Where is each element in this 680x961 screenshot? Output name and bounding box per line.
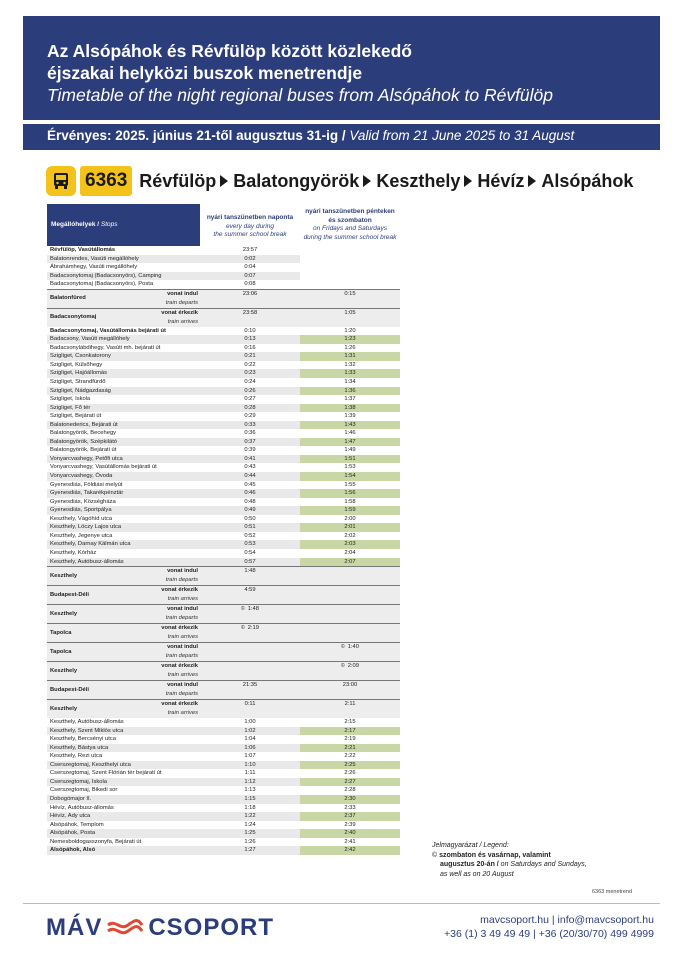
stop-name: Keszthely, Bástya utca bbox=[47, 744, 200, 753]
train-time-daily: 4:59 bbox=[244, 587, 256, 594]
train-depart-row bbox=[47, 642, 400, 661]
route-stop: Hévíz bbox=[477, 170, 525, 191]
time-weekend: 2:21 bbox=[300, 744, 400, 753]
time-daily: 0:51 bbox=[200, 523, 300, 532]
stop-name: Balatongyörök, Szépkilátó bbox=[47, 438, 200, 447]
table-row bbox=[47, 821, 400, 830]
stop-name: Cserszegtomaj, Keszthelyi utca bbox=[47, 761, 200, 770]
stop-name: Badacsonylábdihegy, Vasúti mh. bejárati út bbox=[50, 344, 161, 351]
station-name: Keszthely bbox=[50, 610, 78, 617]
stop-name: Balatonrendes, Vasúti megállóhely bbox=[47, 255, 200, 264]
table-row bbox=[47, 446, 400, 455]
weekend-column-header: nyári tanszünetben pénteken és szombaton on Fridays and Saturdays during the summer school break bbox=[303, 208, 397, 241]
time-weekend: 1:47 bbox=[300, 438, 400, 447]
time-daily: 0:48 bbox=[244, 498, 256, 505]
time-daily: 1:07 bbox=[244, 753, 256, 760]
time-weekend: 1:33 bbox=[300, 369, 400, 378]
time-weekend: 1:46 bbox=[344, 430, 356, 437]
time-daily: 0:24 bbox=[244, 379, 256, 386]
table-row bbox=[47, 515, 400, 524]
title-line-2: éjszakai helyközi buszok menetrendje bbox=[47, 63, 363, 83]
time-daily: 0:52 bbox=[244, 532, 256, 539]
stop-name: Szigliget, Iskola bbox=[50, 396, 91, 403]
stop-name: Balatongyörök, Becehegy bbox=[50, 430, 117, 437]
train-station bbox=[47, 586, 149, 604]
time-daily: 1:12 bbox=[200, 778, 300, 787]
train-label: vonat indul train departs bbox=[165, 568, 198, 584]
station-name: Tapolca bbox=[50, 629, 72, 636]
weekend-mark: © bbox=[341, 644, 345, 651]
stop-name: Badacsonytomaj (Badacsonyörs), Posta bbox=[50, 281, 154, 288]
train-label: vonat érkezik train arrives bbox=[161, 587, 198, 603]
section-keszthely-alsopahok bbox=[47, 718, 400, 855]
time-weekend: 2:26 bbox=[344, 770, 356, 777]
arrow-right-icon bbox=[363, 175, 371, 187]
time-weekend: 1:51 bbox=[300, 455, 400, 464]
stop-name: Keszthely, Kórház bbox=[50, 549, 97, 556]
table-row bbox=[47, 421, 400, 430]
time-weekend: 2:01 bbox=[300, 523, 400, 532]
time-weekend: 2:00 bbox=[344, 515, 356, 522]
station-name: Keszthely bbox=[50, 705, 78, 712]
time-daily: 0:43 bbox=[244, 464, 256, 471]
train-arrive-row bbox=[47, 308, 400, 327]
train-station bbox=[47, 309, 149, 327]
time-weekend: 1:26 bbox=[344, 344, 356, 351]
time-daily: 0:16 bbox=[244, 344, 256, 351]
time-daily: 0:23 bbox=[200, 369, 300, 378]
table-row bbox=[47, 369, 400, 378]
time-daily: 0:33 bbox=[200, 421, 300, 430]
train-time-weekend: 23:00 bbox=[342, 682, 358, 689]
stop-name: Keszthely, Darnay Kálmán utca bbox=[47, 540, 200, 549]
time-weekend: 2:03 bbox=[300, 540, 400, 549]
train-time-weekend: 1:05 bbox=[344, 309, 356, 316]
stop-name: Cserszegtomaj, Iskola bbox=[47, 778, 200, 787]
train-time-daily: 1:48 bbox=[247, 606, 259, 613]
train-station bbox=[47, 605, 149, 623]
time-daily: 1:15 bbox=[200, 795, 300, 804]
time-daily: 0:57 bbox=[200, 558, 300, 567]
train-time-daily: 1:48 bbox=[244, 568, 256, 575]
table-row bbox=[47, 804, 400, 813]
time-weekend: 2:02 bbox=[344, 532, 356, 539]
legend: Jelmagyarázat / Legend: © szombaton és vasárnap, valamint augusztus 20-án / on Saturdays and Sundays, as well as on 20 August bbox=[432, 842, 587, 878]
stop-name: Hévíz, Autóbusz-állomás bbox=[50, 804, 114, 811]
time-daily: 0:39 bbox=[244, 447, 256, 454]
train-depart-row bbox=[47, 289, 400, 308]
station-name: Tapolca bbox=[50, 648, 72, 655]
legend-mark: © bbox=[432, 851, 438, 859]
stop-name: Szigliget, Csonkatorony bbox=[47, 352, 200, 361]
table-row bbox=[47, 795, 400, 804]
stop-name: Balatonederics, Bejárati út bbox=[47, 421, 200, 430]
route-stop: Balatongyörök bbox=[233, 170, 360, 191]
time-weekend: 2:41 bbox=[344, 838, 356, 845]
table-row bbox=[47, 506, 400, 515]
table-row bbox=[47, 263, 400, 272]
time-weekend: 1:20 bbox=[344, 327, 356, 334]
title-line-1: Az Alsópáhok és Révfülöp között közlekedő bbox=[47, 41, 412, 61]
table-row bbox=[47, 523, 400, 532]
station-name: Budapest-Déli bbox=[50, 686, 89, 693]
time-weekend: 1:49 bbox=[344, 447, 356, 454]
table-row bbox=[47, 744, 400, 753]
time-weekend bbox=[300, 280, 400, 289]
stop-name: Badacsony, Vasúti megállóhely bbox=[47, 335, 200, 344]
time-daily: 1:10 bbox=[200, 761, 300, 770]
validity-en: Valid from 21 June 2025 to 31 August bbox=[345, 128, 575, 143]
time-daily: 0:53 bbox=[200, 540, 300, 549]
train-label: vonat indul train departs bbox=[165, 682, 198, 698]
train-station bbox=[47, 681, 149, 699]
time-daily: 0:08 bbox=[244, 281, 256, 288]
stop-name: Szigliget, Bejárati út bbox=[50, 413, 102, 420]
table-row bbox=[47, 472, 400, 481]
train-time-weekend: 1:40 bbox=[347, 644, 359, 651]
table-row bbox=[47, 412, 400, 421]
title-english: Timetable of the night regional buses from Alsópáhok to Révfülöp bbox=[47, 85, 554, 105]
stop-name: Gyenesdiás, Községháza bbox=[50, 498, 116, 505]
train-label: vonat indul train departs bbox=[165, 606, 198, 622]
stop-name: Badacsonytomaj, Vasútállomás bejárati út bbox=[50, 327, 166, 334]
stop-name: Szigliget, Hajóállomás bbox=[47, 369, 200, 378]
stop-name: Gyenesdiás, Sportpálya bbox=[47, 506, 200, 515]
table-row bbox=[47, 327, 400, 336]
time-daily: 0:45 bbox=[244, 481, 256, 488]
time-weekend: 1:54 bbox=[300, 472, 400, 481]
time-weekend: 1:34 bbox=[344, 379, 356, 386]
stop-name: Keszthely, Bercsényi utca bbox=[50, 736, 116, 743]
route-stops bbox=[139, 171, 633, 192]
time-daily: 23:57 bbox=[242, 247, 258, 253]
time-daily: 0:10 bbox=[244, 327, 256, 334]
time-weekend: 1:32 bbox=[344, 361, 356, 368]
time-daily: 1:02 bbox=[200, 727, 300, 736]
time-daily: 1:00 bbox=[244, 719, 256, 726]
time-daily: 1:27 bbox=[200, 846, 300, 855]
stop-name: Ábrahámhegy, Vasúti megállóhely bbox=[50, 264, 138, 271]
section-revfulop bbox=[47, 246, 400, 289]
stop-name: Keszthely, Autóbusz-állomás bbox=[50, 719, 124, 726]
train-arrive-row bbox=[47, 661, 400, 680]
stop-name: Szigliget, Fő tér bbox=[47, 404, 200, 413]
route-stop: Alsópáhok bbox=[541, 170, 634, 191]
time-weekend: 1:53 bbox=[344, 464, 356, 471]
table-row bbox=[47, 549, 400, 558]
validity-hu: Érvényes: 2025. június 21-től augusztus 31-ig / bbox=[47, 128, 346, 143]
time-daily: 0:27 bbox=[244, 396, 256, 403]
time-weekend: 2:30 bbox=[300, 795, 400, 804]
footer-divider bbox=[23, 903, 660, 904]
time-weekend: 2:22 bbox=[344, 753, 356, 760]
train-station bbox=[47, 700, 149, 718]
time-daily: 0:21 bbox=[200, 352, 300, 361]
train-arrive-row bbox=[47, 623, 400, 642]
time-weekend: 2:27 bbox=[300, 778, 400, 787]
time-weekend: 1:39 bbox=[344, 413, 356, 420]
time-daily: 0:49 bbox=[200, 506, 300, 515]
table-row bbox=[47, 481, 400, 490]
table-row bbox=[47, 812, 400, 821]
table-row bbox=[47, 761, 400, 770]
train-arrive-row bbox=[47, 699, 400, 718]
validity-banner bbox=[23, 124, 660, 150]
time-weekend: 2:40 bbox=[300, 829, 400, 838]
time-weekend: 1:38 bbox=[300, 404, 400, 413]
train-time-weekend: 0:15 bbox=[344, 290, 356, 297]
daily-column-header: nyári tanszünetben naponta every day during the summer school break bbox=[200, 204, 300, 246]
time-daily: 1:13 bbox=[244, 787, 256, 794]
table-row bbox=[47, 255, 400, 264]
time-weekend bbox=[300, 263, 400, 272]
arrow-right-icon bbox=[464, 175, 472, 187]
time-weekend: 2:15 bbox=[344, 719, 356, 726]
train-station bbox=[47, 290, 149, 308]
section-badacsony-keszthely bbox=[47, 327, 400, 566]
time-daily: 0:54 bbox=[244, 549, 256, 556]
title-banner bbox=[23, 16, 660, 120]
table-row bbox=[47, 429, 400, 438]
timetable-id: 6363 menetrend bbox=[592, 889, 633, 895]
stop-name: Alsópáhok, Templom bbox=[50, 821, 104, 828]
train-label: vonat érkezik train arrives bbox=[161, 663, 198, 679]
table-row bbox=[47, 838, 400, 847]
time-daily: 0:29 bbox=[244, 413, 256, 420]
table-row bbox=[47, 438, 400, 447]
table-row bbox=[47, 455, 400, 464]
stop-name: Balatongyörök, Bejárati út bbox=[50, 447, 117, 454]
time-daily: 1:18 bbox=[244, 804, 256, 811]
stop-name: Vonyarcvashegy, Petőfi utca bbox=[47, 455, 200, 464]
train-label: vonat érkezik train arrives bbox=[161, 701, 198, 717]
table-row bbox=[47, 778, 400, 787]
train-connection-tapolca-return bbox=[47, 642, 400, 680]
time-weekend: 2:04 bbox=[344, 549, 356, 556]
station-name: Budapest-Déli bbox=[50, 591, 89, 598]
time-daily: 1:24 bbox=[244, 821, 256, 828]
time-weekend: 2:37 bbox=[300, 812, 400, 821]
table-row bbox=[47, 395, 400, 404]
route-stop: Révfülöp bbox=[139, 170, 217, 191]
time-daily: 0:37 bbox=[200, 438, 300, 447]
route-stop: Keszthely bbox=[376, 170, 461, 191]
table-row bbox=[47, 404, 400, 413]
stop-name: Keszthely, Autóbusz-állomás bbox=[47, 558, 200, 567]
table-row bbox=[47, 361, 400, 370]
time-weekend: 2:07 bbox=[300, 558, 400, 567]
arrow-right-icon bbox=[528, 175, 536, 187]
table-row bbox=[47, 489, 400, 498]
time-daily: 0:13 bbox=[200, 335, 300, 344]
table-row bbox=[47, 272, 400, 281]
weekend-mark: © bbox=[241, 625, 245, 632]
table-row bbox=[47, 378, 400, 387]
time-weekend: 2:42 bbox=[300, 846, 400, 855]
train-time-daily: 2:19 bbox=[247, 625, 259, 632]
table-row bbox=[47, 246, 400, 255]
time-weekend: 1:23 bbox=[300, 335, 400, 344]
time-daily: 0:28 bbox=[200, 404, 300, 413]
train-station bbox=[47, 567, 149, 585]
time-weekend: 1:56 bbox=[300, 489, 400, 498]
stop-name: Gyenesdiás, Földiási melyút bbox=[50, 481, 123, 488]
stop-name: Cserszegtomaj, Bikedi sor bbox=[50, 787, 118, 794]
time-weekend bbox=[300, 246, 400, 255]
station-name: Badacsonytomaj bbox=[50, 314, 97, 321]
train-arrive-row bbox=[47, 585, 400, 604]
train-connection-balatonfured bbox=[47, 289, 400, 327]
train-time-daily: 0:11 bbox=[244, 701, 256, 708]
table-row bbox=[47, 829, 400, 838]
train-station bbox=[47, 662, 149, 680]
contact-phones: +36 (1) 3 49 49 49 | +36 (20/30/70) 499 4999 bbox=[444, 928, 654, 940]
stop-name: Vonyarcvashegy, Vasútállomás bejárati út bbox=[50, 464, 157, 471]
train-time-daily: 23:06 bbox=[242, 290, 258, 297]
time-daily: 0:50 bbox=[244, 515, 256, 522]
time-daily: 1:25 bbox=[200, 829, 300, 838]
table-row bbox=[47, 735, 400, 744]
train-station bbox=[47, 643, 149, 661]
time-weekend: 1:31 bbox=[300, 352, 400, 361]
timetable bbox=[47, 204, 400, 855]
time-weekend: 2:25 bbox=[300, 761, 400, 770]
table-row bbox=[47, 352, 400, 361]
train-connection-tapolca bbox=[47, 604, 400, 642]
time-weekend bbox=[300, 272, 400, 281]
train-depart-row bbox=[47, 566, 400, 585]
time-daily: 0:22 bbox=[244, 361, 256, 368]
route-number: 6363 bbox=[80, 166, 132, 196]
table-row bbox=[47, 387, 400, 396]
stop-name: Szigliget, Külsőhegy bbox=[50, 361, 103, 368]
time-daily: 0:36 bbox=[244, 430, 256, 437]
time-weekend: 2:19 bbox=[344, 736, 356, 743]
train-label: vonat indul train departs bbox=[165, 290, 198, 306]
train-time-daily: 23:58 bbox=[242, 309, 258, 316]
time-daily: 0:04 bbox=[244, 264, 256, 271]
table-row bbox=[47, 846, 400, 855]
stop-name: Keszthely, Vágóhíd utca bbox=[50, 515, 113, 522]
train-label: vonat indul train departs bbox=[165, 644, 198, 660]
train-depart-row bbox=[47, 604, 400, 623]
train-time-weekend: 2:09 bbox=[347, 663, 359, 670]
time-daily: 1:06 bbox=[200, 744, 300, 753]
table-row bbox=[47, 532, 400, 541]
time-daily: 0:26 bbox=[200, 387, 300, 396]
stop-name: Szigliget, Strandfürdő bbox=[50, 379, 106, 386]
train-time-weekend: 2:11 bbox=[344, 701, 356, 708]
time-daily: 0:44 bbox=[200, 472, 300, 481]
stop-name: Badacsonytomaj (Badacsonyörs), Camping bbox=[47, 272, 200, 281]
stop-name: Cserszegtomaj, Szent Flórián tér bejárati út bbox=[50, 770, 162, 777]
table-row bbox=[47, 498, 400, 507]
time-daily: 0:02 bbox=[200, 255, 300, 264]
weekend-mark: © bbox=[341, 663, 345, 670]
table-row bbox=[47, 280, 400, 289]
time-weekend bbox=[300, 255, 400, 264]
route-heading bbox=[46, 166, 633, 196]
train-label: vonat érkezik train arrives bbox=[161, 309, 198, 325]
weekend-mark: © bbox=[241, 606, 245, 613]
contact-web-email: mavcsoport.hu | info@mavcsoport.hu bbox=[480, 914, 654, 926]
train-connection-budapest-return bbox=[47, 680, 400, 718]
table-row bbox=[47, 727, 400, 736]
contact-info bbox=[444, 913, 654, 941]
stops-column-header: Megállóhelyek / Stops bbox=[47, 204, 200, 246]
time-weekend: 2:17 bbox=[300, 727, 400, 736]
table-row bbox=[47, 540, 400, 549]
time-weekend: 1:43 bbox=[300, 421, 400, 430]
time-daily: 1:04 bbox=[244, 736, 256, 743]
stop-name: Hévíz, Ady utca bbox=[47, 812, 200, 821]
time-weekend: 2:33 bbox=[344, 804, 356, 811]
table-row bbox=[47, 463, 400, 472]
train-station bbox=[47, 624, 149, 642]
timetable-header bbox=[47, 204, 400, 246]
time-weekend: 1:37 bbox=[344, 396, 356, 403]
station-name: Keszthely bbox=[50, 667, 78, 674]
time-weekend: 2:39 bbox=[344, 821, 356, 828]
stop-name: Nemesboldogasszonyfa, Bejárati út bbox=[50, 838, 142, 845]
time-weekend: 2:28 bbox=[344, 787, 356, 794]
table-row bbox=[47, 718, 400, 727]
time-weekend: 1:58 bbox=[344, 498, 356, 505]
mav-mark-icon bbox=[106, 918, 144, 938]
table-row bbox=[47, 344, 400, 353]
train-depart-row bbox=[47, 680, 400, 699]
table-row bbox=[47, 769, 400, 778]
stop-name: Alsópáhok, Posta bbox=[47, 829, 200, 838]
stop-name: Gyenesdiás, Takarékpénztár bbox=[47, 489, 200, 498]
stop-name: Alsópáhok, Alsó bbox=[47, 846, 200, 855]
table-row bbox=[47, 335, 400, 344]
train-time-daily: 21:35 bbox=[242, 682, 258, 689]
stop-name: Vonyarcvashegy, Óvoda bbox=[47, 472, 200, 481]
time-weekend: 1:59 bbox=[300, 506, 400, 515]
stop-name: Révfülöp, Vasútállomás bbox=[50, 247, 116, 253]
time-daily: 0:07 bbox=[200, 272, 300, 281]
table-row bbox=[47, 558, 400, 567]
bus-icon bbox=[46, 166, 76, 196]
arrow-right-icon bbox=[220, 175, 228, 187]
time-daily: 1:22 bbox=[200, 812, 300, 821]
station-name: Balatonfüred bbox=[50, 295, 86, 302]
table-row bbox=[47, 752, 400, 761]
table-row bbox=[47, 786, 400, 795]
stop-name: Keszthely, Lóczy Lajos utca bbox=[47, 523, 200, 532]
stop-name: Keszthely, Szent Miklós utca bbox=[47, 727, 200, 736]
stop-name: Keszthely, Jegenye utca bbox=[50, 532, 113, 539]
train-connection-budapest bbox=[47, 566, 400, 604]
stop-name: Dobogómajor II. bbox=[47, 795, 200, 804]
time-daily: 1:26 bbox=[244, 838, 256, 845]
stop-name: Keszthely, Rezi utca bbox=[50, 753, 103, 760]
time-weekend: 1:36 bbox=[300, 387, 400, 396]
train-label: vonat érkezik train arrives bbox=[161, 625, 198, 641]
time-daily: 0:41 bbox=[200, 455, 300, 464]
mav-logo: MÁV CSOPORT bbox=[46, 914, 275, 941]
stop-name: Szigliget, Nádgazdaság bbox=[47, 387, 200, 396]
time-daily: 1:11 bbox=[244, 770, 256, 777]
station-name: Keszthely bbox=[50, 572, 78, 579]
time-weekend: 1:55 bbox=[344, 481, 356, 488]
time-daily: 0:46 bbox=[200, 489, 300, 498]
